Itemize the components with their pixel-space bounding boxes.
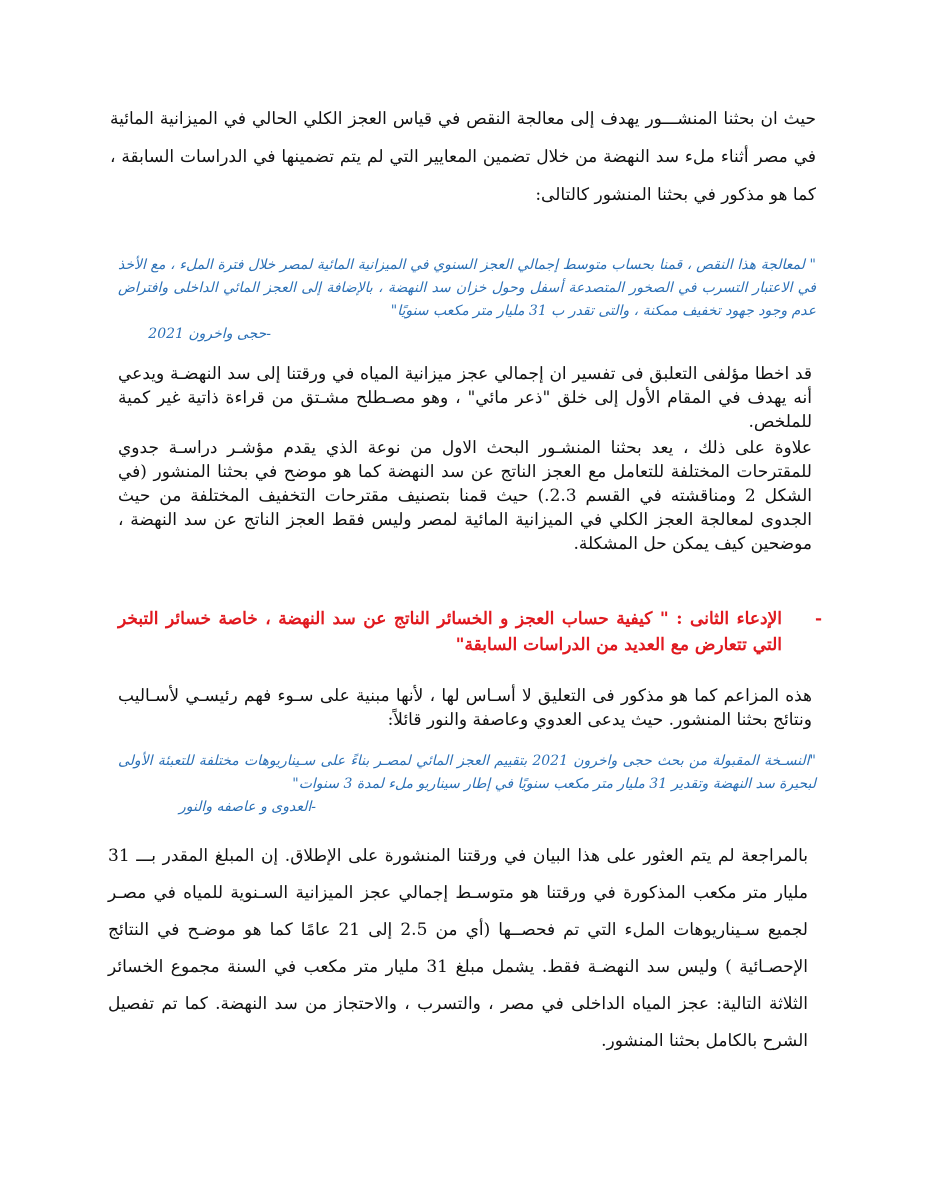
quote-1-text: " لمعالجة هذا النقص ، قمنا بحساب متوسط إجمالي العجز السنوي في الميزانية المائية لمصر خلال فترة الملء ، مع الأخذ في الاعتبار التسرب في الصخور المتصدعة أسفل وحول خزان سد النهضة ، بالإضافة إلى العجز المائي الداخلى وافتراض عدم وجود جهود تخفيف ممكنة ، والتى تقدر ب 31 مليار متر مكعب سنويًا" (118, 257, 816, 319)
rebuttal-paragraph-2: علاوة على ذلك ، يعد بحثنا المنشـور البحث الاول من نوعة الذي يقدم مؤشـر دراسـة جدوي للمقترحات المختلفة للتعامل مع العجز الناتج عن سد النهضة كما هو موضح في بحثنا المنشور (في الشكل 2 ومناقشته في القسم 2.3.) حيث قمنا بتصنيف مقترحات التخفيف المختلفة من حيث الجدوى لمعالجة العجز الكلي في الميزانية المائية لمصر وليس فقط العجز الناتج عن سد النهضة ، موضحين كيف يمكن حل المشكلة. (118, 438, 812, 554)
quote-2-text: "النسـخة المقبولة من بحث حجى واخرون 2021 بتقييم العجز المائي لمصـر بناءً على سـيناريوهات مختلفة للتعبئة الأولى لبحيرة سد النهضة وتقدير 31 مليار متر مكعب سنويًا في إطار سيناريو ملء لمدة 3 سنوات" (118, 753, 816, 792)
intro-paragraph: حيث ان بحثنا المنشـــور يهدف إلى معالجة النقص في قياس العجز الكلي الحالي في الميزانية المائية في مصر أثناء ملء سد النهضة من خلال تضمين المعايير التي لم يتم تضمينها في الدراسات السابقة ، كما هو مذكور في بحثنا المنشور كالتالى: (110, 109, 816, 205)
quote-1-citation: -حجى واخرون 2021 (148, 326, 271, 342)
heading-text: الإدعاء الثانى : " كيفية حساب العجز و الخسائر الناتج عن سد النهضة ، خاصة خسائر التبخر التي تتعارض مع العديد من الدراسات السابقة" (118, 609, 782, 655)
quote-2-citation: -العدوى و عاصفه والنور (178, 799, 316, 815)
rebuttal-paragraph-1: قد اخطا مؤلفى التعلبق فى تفسير ان إجمالي عجز ميزانية المياه في ورقتنا إلى سد النهضـة ويدعي أنه يهدف في المقام الأول إلى خلق "ذعر مائي" ، وهو مصـطلح مشـتق من قراءة ذاتية غير كمية للملخص. (118, 364, 812, 432)
heading-bullet: - (814, 609, 822, 629)
quoted-excerpt-1 (118, 254, 816, 346)
review-paragraph: بالمراجعة لم يتم العثور على هذا البيان في ورقتنا المنشورة على الإطلاق. إن المبلغ المقدر بـــ 31 مليار متر مكعب المذكورة في ورقتنا هو متوسـط إجمالي عجز الميزانية السـنوية للمياه في مصـر لجميع سـيناريوهات الملء التي تم فحصــها (أي من 2.5 إلى 21 عامًا كما هو موضـح في النتائج الإحصـائية ) وليس سد النهضـة فقط. يشمل مبلغ 31 مليار متر مكعب في السنة مجموع الخسائر الثلاثة التالية: عجز المياه الداخلى في مصر ، والتسرب ، والاحتجاز من سد النهضة. كما تم تفصيل الشرح بالكامل بحثنا المنشور. (108, 846, 809, 1051)
claim-two-heading (118, 606, 822, 658)
claims-paragraph: هذه المزاعم كما هو مذكور فى التعليق لا أسـاس لها ، لأنها مبنية على سـوء فهم رئيسـي لأسـاليب ونتائج بحثنا المنشور. حيث يدعى العدوي وعاصفة والنور قائلاً: (118, 686, 812, 730)
quoted-excerpt-2 (118, 750, 816, 819)
